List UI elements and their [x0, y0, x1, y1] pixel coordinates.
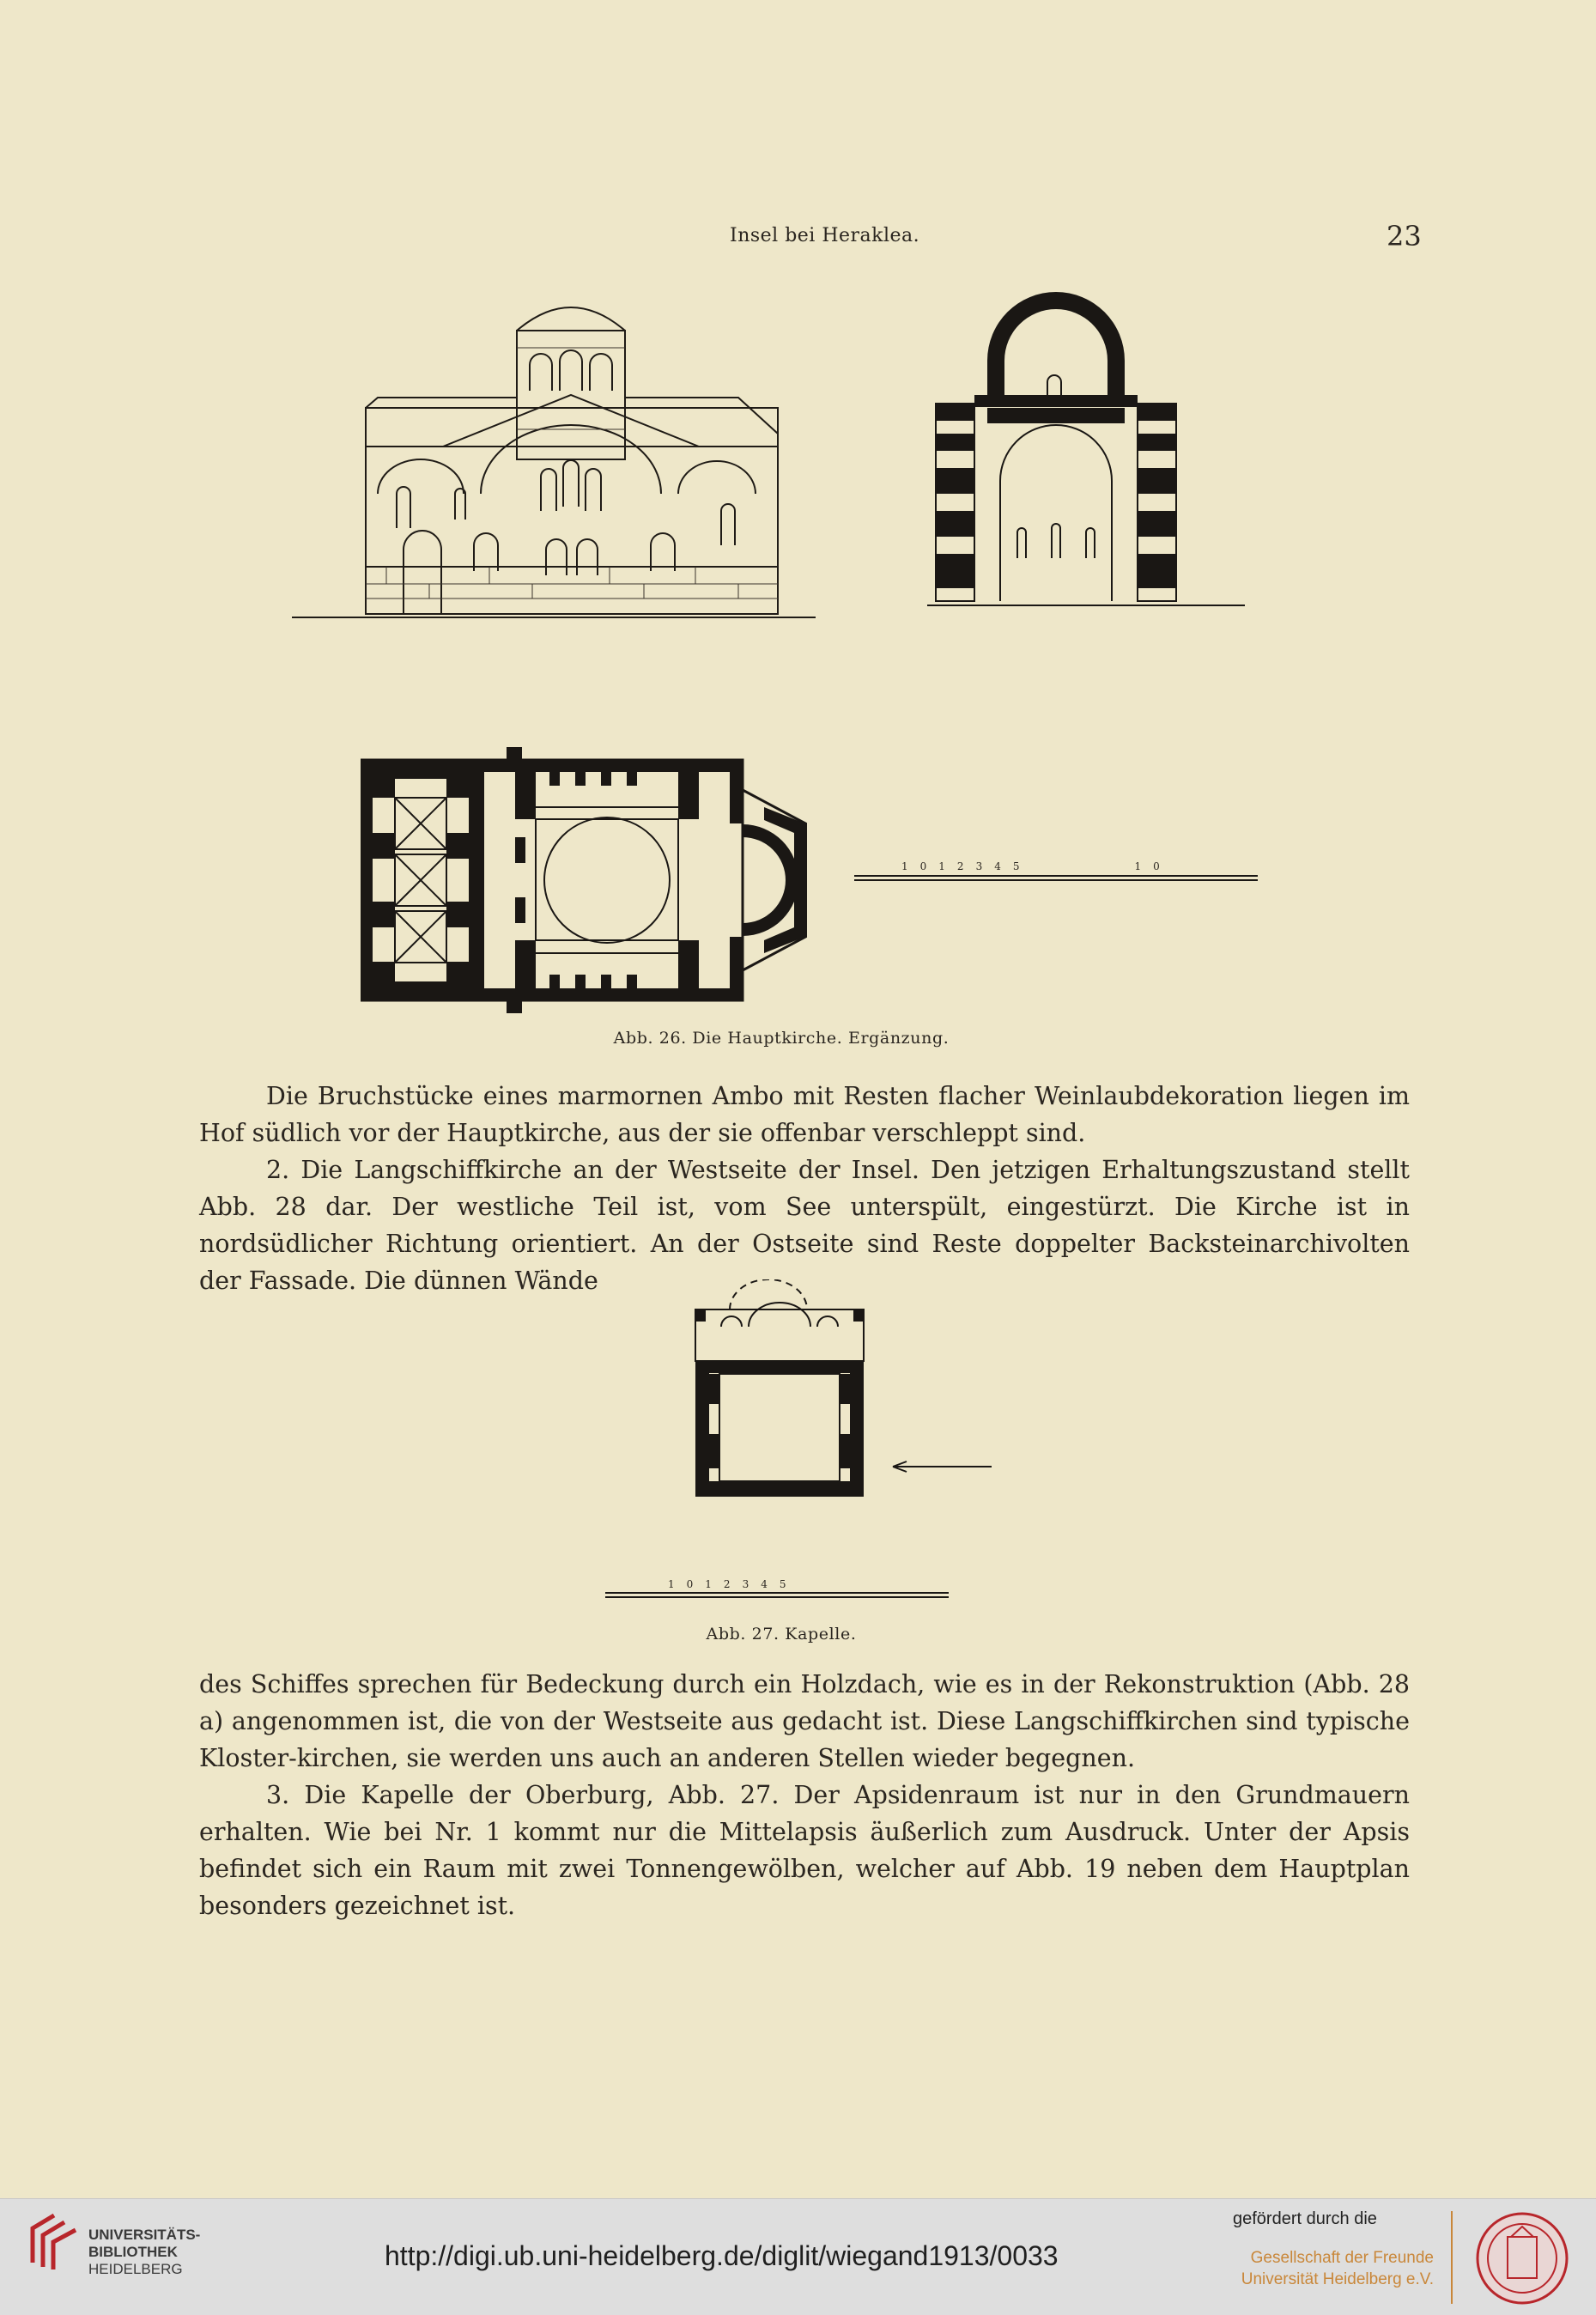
- figure-caption-27: Abb. 27. Kapelle.: [706, 1625, 857, 1644]
- chapel-floor-plan: [687, 1279, 1004, 1511]
- sponsor-name: Gesellschaft der Freunde Universität Heidelberg e.V.: [1241, 2249, 1434, 2288]
- church-section-drawing: [927, 292, 1245, 610]
- university-seal-icon: [1475, 2211, 1569, 2306]
- library-name: UNIVERSITÄTS- BIBLIOTHEK HEIDELBERG: [88, 2227, 201, 2277]
- digitization-footer: [0, 2198, 1596, 2315]
- sponsor-intro: gefördert durch die: [1233, 2209, 1377, 2228]
- footer-divider: [1451, 2211, 1453, 2304]
- paragraph-1: Die Bruchstücke eines marmornen Ambo mit Resten flacher Weinlaubdekoration liegen im Hof südlich vor der Hauptkirche, aus der sie offenbar verschleppt sind.: [199, 1082, 1410, 1147]
- scale-bar-2-ticks: 1012345: [668, 1578, 798, 1590]
- text-block-1: [199, 1078, 1410, 1299]
- figure-caption-26: Abb. 26. Die Hauptkirche. Ergänzung.: [613, 1029, 950, 1048]
- library-logo-icon: [24, 2211, 84, 2271]
- church-elevation-drawing: [292, 288, 824, 623]
- scale-bar-ticks: 1012345 10: [901, 860, 1172, 872]
- running-title: Insel bei Heraklea.: [730, 225, 920, 246]
- church-floor-plan: [361, 747, 807, 1013]
- text-block-2: [199, 1666, 1410, 1924]
- paragraph-4: 3. Die Kapelle der Oberburg, Abb. 27. Der Apsidenraum ist nur in den Grundmauern erhalten. Wie bei Nr. 1 kommt nur die Mittelapsis äußerlich zum Ausdruck. Unter der Apsis befindet sich ein Raum mit zwei Tonnengewölben, welcher auf Abb. 19 neben dem Hauptplan besonders gezeichnet ist.: [199, 1781, 1410, 1920]
- permalink-url[interactable]: http://digi.ub.uni-heidelberg.de/diglit/wiegand1913/0033: [385, 2240, 1059, 2271]
- paragraph-3: des Schiffes sprechen für Bedeckung durch ein Holzdach, wie es in der Rekonstruktion (Abb. 28 a) angenommen ist, die von der Westseite aus gedacht ist. Diese Langschiffkirchen sind typische Kloster-kirchen, sie werden uns auch an anderen Stellen wieder begegnen.: [199, 1670, 1410, 1772]
- paragraph-2: 2. Die Langschiffkirche an der Westseite der Insel. Den jetzigen Erhaltungszustand stellt Abb. 28 dar. Der westliche Teil ist, vom See unterspült, eingestürzt. Die Kirche ist in nordsüdlicher Richtung orientiert. An der Ostseite sind Reste doppelter Backsteinarchivolten der Fassade. Die dünnen Wände: [199, 1156, 1410, 1295]
- page-number: 23: [1387, 220, 1422, 252]
